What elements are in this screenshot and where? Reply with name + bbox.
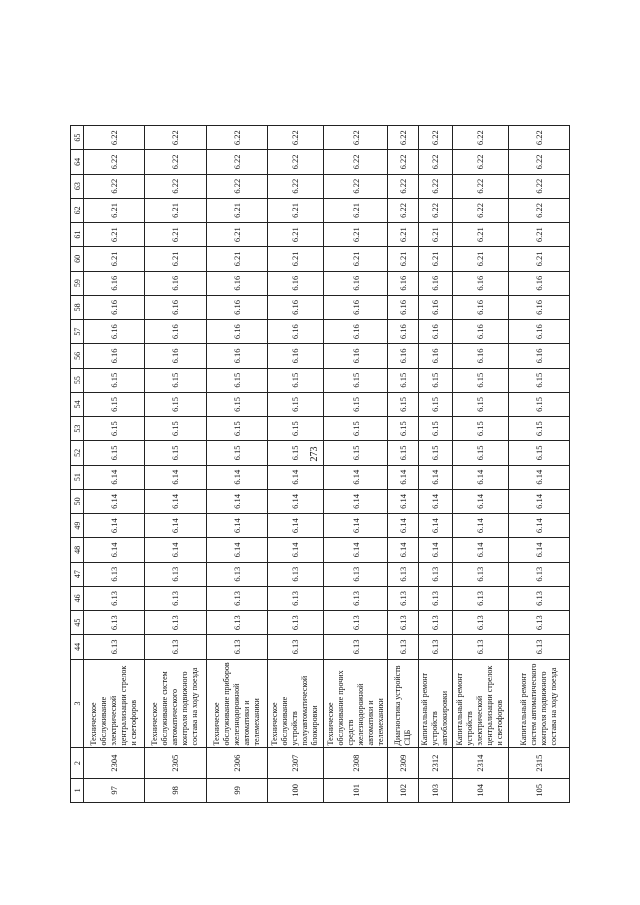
table-row xyxy=(323,126,387,803)
rate-cell: 6.21 xyxy=(84,247,145,271)
rate-cell: 6.16 xyxy=(508,320,569,344)
column-header: 61 xyxy=(71,223,84,247)
work-code: 2307 xyxy=(267,748,323,778)
rate-cell: 6.15 xyxy=(206,417,267,441)
rate-cell: 6.22 xyxy=(267,150,323,174)
rate-cell: 6.22 xyxy=(145,126,206,150)
table-row xyxy=(267,126,323,803)
column-header: 63 xyxy=(71,174,84,198)
column-header: 60 xyxy=(71,247,84,271)
rate-cell: 6.14 xyxy=(418,489,452,513)
rate-cell: 6.13 xyxy=(323,611,387,635)
rate-cell: 6.21 xyxy=(84,223,145,247)
rate-cell: 6.13 xyxy=(145,586,206,610)
rate-cell: 6.22 xyxy=(206,174,267,198)
table-body xyxy=(84,126,570,803)
rate-cell: 6.13 xyxy=(508,562,569,586)
rate-cell: 6.16 xyxy=(84,271,145,295)
rate-cell: 6.16 xyxy=(418,320,452,344)
rate-cell: 6.14 xyxy=(267,465,323,489)
rate-cell: 6.22 xyxy=(323,150,387,174)
rate-cell: 6.15 xyxy=(267,441,323,465)
rate-cell: 6.14 xyxy=(206,514,267,538)
rate-cell: 6.22 xyxy=(267,126,323,150)
rate-cell: 6.16 xyxy=(84,344,145,368)
rate-cell: 6.15 xyxy=(206,441,267,465)
rate-cell: 6.21 xyxy=(145,247,206,271)
column-header: 3 xyxy=(71,659,84,748)
table-row xyxy=(508,126,569,803)
rate-cell: 6.13 xyxy=(145,562,206,586)
rate-cell: 6.13 xyxy=(388,635,419,659)
table-row xyxy=(145,126,206,803)
work-code: 2314 xyxy=(452,748,508,778)
rate-cell: 6.15 xyxy=(388,441,419,465)
rate-cell: 6.14 xyxy=(267,514,323,538)
rate-cell: 6.16 xyxy=(388,295,419,319)
rate-cell: 6.13 xyxy=(323,635,387,659)
rate-cell: 6.15 xyxy=(145,392,206,416)
rates-table xyxy=(70,125,570,803)
column-header: 55 xyxy=(71,368,84,392)
rate-cell: 6.13 xyxy=(267,562,323,586)
rate-cell: 6.22 xyxy=(452,198,508,222)
rate-cell: 6.21 xyxy=(323,223,387,247)
rate-cell: 6.22 xyxy=(418,150,452,174)
rate-cell: 6.14 xyxy=(323,538,387,562)
rate-cell: 6.22 xyxy=(508,126,569,150)
rate-cell: 6.13 xyxy=(267,586,323,610)
header-row xyxy=(71,126,84,803)
column-header: 52 xyxy=(71,441,84,465)
rate-cell: 6.21 xyxy=(206,223,267,247)
rate-cell: 6.14 xyxy=(84,489,145,513)
column-header: 54 xyxy=(71,392,84,416)
row-number: 105 xyxy=(508,778,569,802)
rate-cell: 6.13 xyxy=(452,635,508,659)
rate-cell: 6.21 xyxy=(145,198,206,222)
work-code: 2304 xyxy=(84,748,145,778)
rate-cell: 6.15 xyxy=(323,368,387,392)
rate-cell: 6.21 xyxy=(418,223,452,247)
rate-cell: 6.22 xyxy=(388,198,419,222)
work-name: Капитальный ремонт устройств электрической централизации стрелок и светофоров xyxy=(452,659,508,748)
rate-cell: 6.22 xyxy=(508,174,569,198)
rate-cell: 6.22 xyxy=(508,198,569,222)
table-row xyxy=(418,126,452,803)
rate-cell: 6.15 xyxy=(452,441,508,465)
column-header: 48 xyxy=(71,538,84,562)
rate-cell: 6.16 xyxy=(508,295,569,319)
rate-cell: 6.15 xyxy=(84,441,145,465)
rate-cell: 6.13 xyxy=(508,635,569,659)
rate-cell: 6.13 xyxy=(418,586,452,610)
row-number: 101 xyxy=(323,778,387,802)
rate-cell: 6.14 xyxy=(418,465,452,489)
rate-cell: 6.21 xyxy=(508,223,569,247)
table-row xyxy=(84,126,145,803)
row-number: 97 xyxy=(84,778,145,802)
rate-cell: 6.14 xyxy=(388,465,419,489)
rate-cell: 6.16 xyxy=(267,344,323,368)
rate-cell: 6.16 xyxy=(267,271,323,295)
rate-cell: 6.14 xyxy=(452,514,508,538)
rate-cell: 6.14 xyxy=(452,465,508,489)
rate-cell: 6.21 xyxy=(84,198,145,222)
rate-cell: 6.14 xyxy=(84,465,145,489)
rate-cell: 6.22 xyxy=(84,126,145,150)
rate-cell: 6.13 xyxy=(418,611,452,635)
table-row xyxy=(452,126,508,803)
work-code: 2315 xyxy=(508,748,569,778)
work-code: 2309 xyxy=(388,748,419,778)
row-number: 100 xyxy=(267,778,323,802)
rate-cell: 6.15 xyxy=(508,368,569,392)
rate-cell: 6.14 xyxy=(145,538,206,562)
rate-cell: 6.22 xyxy=(267,174,323,198)
work-name: Техническое обслуживание систем автоматического контроля подвижного состава на ходу поезда xyxy=(145,659,206,748)
rate-cell: 6.15 xyxy=(84,417,145,441)
rate-cell: 6.13 xyxy=(452,611,508,635)
column-header: 51 xyxy=(71,465,84,489)
work-name: Техническое обслуживание устройств полуавтоматической блокировки xyxy=(267,659,323,748)
column-header: 49 xyxy=(71,514,84,538)
rate-cell: 6.15 xyxy=(508,417,569,441)
row-number: 102 xyxy=(388,778,419,802)
rate-cell: 6.22 xyxy=(418,174,452,198)
rate-cell: 6.16 xyxy=(323,320,387,344)
rate-cell: 6.21 xyxy=(145,223,206,247)
rate-cell: 6.15 xyxy=(267,392,323,416)
row-number: 99 xyxy=(206,778,267,802)
rate-cell: 6.14 xyxy=(323,489,387,513)
rate-cell: 6.21 xyxy=(508,247,569,271)
rate-cell: 6.21 xyxy=(206,247,267,271)
rate-cell: 6.14 xyxy=(388,489,419,513)
rate-cell: 6.13 xyxy=(206,611,267,635)
rate-cell: 6.14 xyxy=(84,538,145,562)
column-header: 1 xyxy=(71,778,84,802)
rate-cell: 6.16 xyxy=(206,271,267,295)
rate-cell: 6.22 xyxy=(452,126,508,150)
rate-cell: 6.22 xyxy=(388,150,419,174)
column-header: 45 xyxy=(71,611,84,635)
work-name: Капитальный ремонт устройств автоблокировки xyxy=(418,659,452,748)
rate-cell: 6.14 xyxy=(508,514,569,538)
rate-cell: 6.15 xyxy=(508,392,569,416)
rate-cell: 6.22 xyxy=(452,150,508,174)
rate-cell: 6.15 xyxy=(418,417,452,441)
work-name: Техническое обслуживание электрической централизации стрелок и светофоров xyxy=(84,659,145,748)
rate-cell: 6.14 xyxy=(206,489,267,513)
rate-cell: 6.21 xyxy=(267,223,323,247)
rate-cell: 6.16 xyxy=(508,344,569,368)
rate-cell: 6.14 xyxy=(206,465,267,489)
rate-cell: 6.15 xyxy=(418,368,452,392)
rate-cell: 6.16 xyxy=(452,295,508,319)
rate-cell: 6.22 xyxy=(508,150,569,174)
work-code: 2306 xyxy=(206,748,267,778)
rate-cell: 6.13 xyxy=(145,635,206,659)
rate-cell: 6.22 xyxy=(323,126,387,150)
rate-cell: 6.15 xyxy=(452,392,508,416)
rate-cell: 6.15 xyxy=(145,441,206,465)
work-code: 2305 xyxy=(145,748,206,778)
rate-cell: 6.16 xyxy=(508,271,569,295)
rate-cell: 6.22 xyxy=(84,174,145,198)
column-header: 65 xyxy=(71,126,84,150)
rate-cell: 6.16 xyxy=(145,320,206,344)
rate-cell: 6.13 xyxy=(418,562,452,586)
rate-cell: 6.15 xyxy=(267,368,323,392)
rotated-table-container xyxy=(70,125,570,803)
rate-cell: 6.15 xyxy=(323,441,387,465)
rate-cell: 6.14 xyxy=(508,489,569,513)
rate-cell: 6.21 xyxy=(267,247,323,271)
rate-cell: 6.15 xyxy=(267,417,323,441)
column-header: 46 xyxy=(71,586,84,610)
rate-cell: 6.22 xyxy=(323,174,387,198)
rate-cell: 6.13 xyxy=(452,562,508,586)
rate-cell: 6.16 xyxy=(323,295,387,319)
rate-cell: 6.22 xyxy=(145,150,206,174)
work-code: 2312 xyxy=(418,748,452,778)
rate-cell: 6.22 xyxy=(388,174,419,198)
rate-cell: 6.21 xyxy=(323,247,387,271)
rate-cell: 6.22 xyxy=(388,126,419,150)
rate-cell: 6.22 xyxy=(84,150,145,174)
rate-cell: 6.13 xyxy=(418,635,452,659)
rate-cell: 6.16 xyxy=(145,271,206,295)
work-name: Капитальный ремонт систем автоматического контроля подвижного состава на ходу поезда xyxy=(508,659,569,748)
rate-cell: 6.13 xyxy=(145,611,206,635)
rate-cell: 6.16 xyxy=(388,271,419,295)
rate-cell: 6.13 xyxy=(388,611,419,635)
rate-cell: 6.21 xyxy=(452,223,508,247)
work-name: Диагностика устройств СЦБ xyxy=(388,659,419,748)
rate-cell: 6.16 xyxy=(388,320,419,344)
work-name: Техническое обслуживание приборов железнодорожной автоматики и телемеханики xyxy=(206,659,267,748)
rate-cell: 6.21 xyxy=(418,247,452,271)
rate-cell: 6.13 xyxy=(267,635,323,659)
rate-cell: 6.15 xyxy=(452,368,508,392)
column-header: 59 xyxy=(71,271,84,295)
rate-cell: 6.14 xyxy=(323,514,387,538)
rate-cell: 6.14 xyxy=(508,538,569,562)
rate-cell: 6.16 xyxy=(418,344,452,368)
rate-cell: 6.16 xyxy=(206,295,267,319)
column-header: 57 xyxy=(71,320,84,344)
rate-cell: 6.14 xyxy=(84,514,145,538)
rate-cell: 6.14 xyxy=(388,514,419,538)
table-row xyxy=(206,126,267,803)
rate-cell: 6.16 xyxy=(267,295,323,319)
column-header: 2 xyxy=(71,748,84,778)
rate-cell: 6.16 xyxy=(323,271,387,295)
rate-cell: 6.16 xyxy=(84,295,145,319)
rate-cell: 6.13 xyxy=(84,586,145,610)
rate-cell: 6.13 xyxy=(206,586,267,610)
rate-cell: 6.13 xyxy=(323,562,387,586)
rate-cell: 6.14 xyxy=(508,465,569,489)
rate-cell: 6.15 xyxy=(388,417,419,441)
column-header: 53 xyxy=(71,417,84,441)
rate-cell: 6.13 xyxy=(323,586,387,610)
column-header: 47 xyxy=(71,562,84,586)
rate-cell: 6.14 xyxy=(145,465,206,489)
rate-cell: 6.16 xyxy=(452,320,508,344)
rate-cell: 6.16 xyxy=(267,320,323,344)
rate-cell: 6.13 xyxy=(388,562,419,586)
rate-cell: 6.14 xyxy=(145,489,206,513)
rate-cell: 6.16 xyxy=(323,344,387,368)
rate-cell: 6.22 xyxy=(206,126,267,150)
rate-cell: 6.21 xyxy=(267,198,323,222)
rate-cell: 6.13 xyxy=(206,635,267,659)
rate-cell: 6.14 xyxy=(206,538,267,562)
rate-cell: 6.15 xyxy=(323,392,387,416)
rate-cell: 6.21 xyxy=(452,247,508,271)
rate-cell: 6.13 xyxy=(508,611,569,635)
rate-cell: 6.15 xyxy=(418,441,452,465)
rate-cell: 6.14 xyxy=(452,489,508,513)
rate-cell: 6.15 xyxy=(145,368,206,392)
rate-cell: 6.21 xyxy=(388,247,419,271)
rate-cell: 6.16 xyxy=(206,320,267,344)
rate-cell: 6.15 xyxy=(206,392,267,416)
rate-cell: 6.14 xyxy=(418,514,452,538)
rate-cell: 6.16 xyxy=(84,320,145,344)
rate-cell: 6.14 xyxy=(145,514,206,538)
rate-cell: 6.15 xyxy=(452,417,508,441)
rate-cell: 6.16 xyxy=(418,271,452,295)
row-number: 104 xyxy=(452,778,508,802)
rate-cell: 6.15 xyxy=(418,392,452,416)
rate-cell: 6.13 xyxy=(84,562,145,586)
rate-cell: 6.22 xyxy=(206,150,267,174)
work-code: 2308 xyxy=(323,748,387,778)
rate-cell: 6.22 xyxy=(418,126,452,150)
rate-cell: 6.21 xyxy=(388,223,419,247)
column-header: 56 xyxy=(71,344,84,368)
rate-cell: 6.15 xyxy=(145,417,206,441)
column-header: 64 xyxy=(71,150,84,174)
row-number: 98 xyxy=(145,778,206,802)
rate-cell: 6.16 xyxy=(388,344,419,368)
rate-cell: 6.14 xyxy=(418,538,452,562)
row-number: 103 xyxy=(418,778,452,802)
rate-cell: 6.13 xyxy=(508,586,569,610)
work-name: Техническое обслуживание прочих средств железнодорожной автоматики и телемеханики xyxy=(323,659,387,748)
rate-cell: 6.13 xyxy=(84,635,145,659)
rate-cell: 6.16 xyxy=(452,271,508,295)
rate-cell: 6.14 xyxy=(267,489,323,513)
rate-cell: 6.15 xyxy=(84,368,145,392)
column-header: 44 xyxy=(71,635,84,659)
table-row xyxy=(388,126,419,803)
rate-cell: 6.21 xyxy=(206,198,267,222)
rate-cell: 6.15 xyxy=(388,368,419,392)
rate-cell: 6.15 xyxy=(206,368,267,392)
rate-cell: 6.14 xyxy=(323,465,387,489)
rate-cell: 6.13 xyxy=(267,611,323,635)
rate-cell: 6.16 xyxy=(418,295,452,319)
rate-cell: 6.15 xyxy=(84,392,145,416)
rate-cell: 6.22 xyxy=(418,198,452,222)
rate-cell: 6.22 xyxy=(452,174,508,198)
column-header: 58 xyxy=(71,295,84,319)
rate-cell: 6.16 xyxy=(145,295,206,319)
rate-cell: 6.15 xyxy=(508,441,569,465)
rate-cell: 6.13 xyxy=(388,586,419,610)
page-number: 273 xyxy=(309,446,320,462)
column-header: 50 xyxy=(71,489,84,513)
rate-cell: 6.16 xyxy=(452,344,508,368)
rate-cell: 6.15 xyxy=(388,392,419,416)
rate-cell: 6.14 xyxy=(388,538,419,562)
rate-cell: 6.21 xyxy=(323,198,387,222)
rate-cell: 6.13 xyxy=(206,562,267,586)
rate-cell: 6.22 xyxy=(145,174,206,198)
rate-cell: 6.14 xyxy=(452,538,508,562)
column-header: 62 xyxy=(71,198,84,222)
rate-cell: 6.13 xyxy=(452,586,508,610)
rate-cell: 6.14 xyxy=(267,538,323,562)
rate-cell: 6.16 xyxy=(145,344,206,368)
rate-cell: 6.13 xyxy=(84,611,145,635)
rate-cell: 6.15 xyxy=(323,417,387,441)
rate-cell: 6.16 xyxy=(206,344,267,368)
